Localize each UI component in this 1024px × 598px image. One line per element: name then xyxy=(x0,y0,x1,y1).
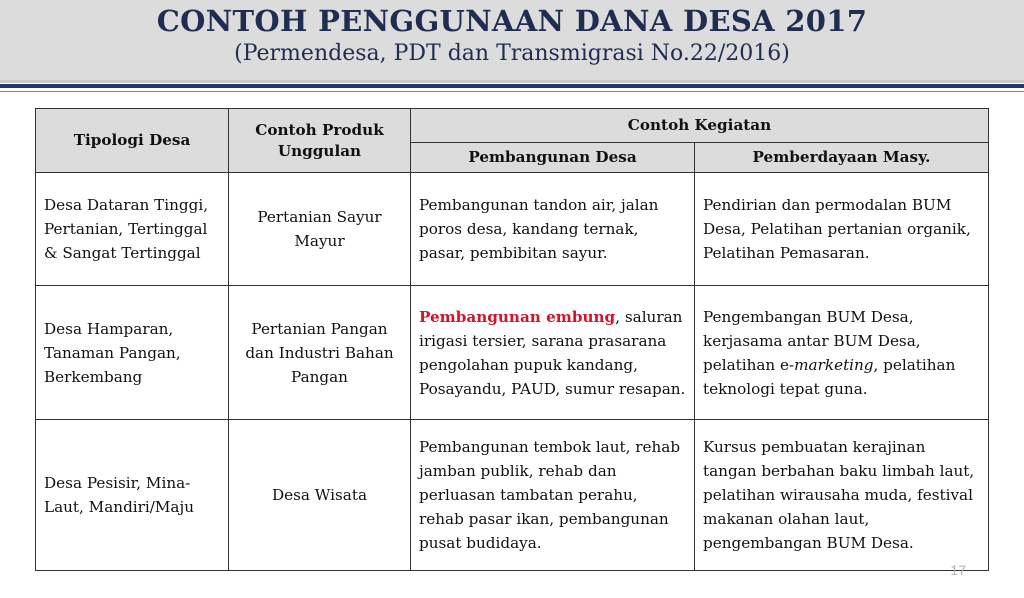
cell-pembangunan-text: , saluran irigasi tersier, sarana prasarana pengolahan pupuk kandang, Posayandu, PAUD, sumur resapan. xyxy=(419,307,686,398)
cell-pemberdayaan-text-post: , pelatihan teknologi tepat guna. xyxy=(703,355,956,398)
header-produk: Contoh Produk Unggulan xyxy=(229,109,411,173)
header-pembangunan: Pembangunan Desa xyxy=(411,143,695,173)
cell-produk: Pertanian Pangan dan Industri Bahan Pangan xyxy=(229,286,411,420)
page-title: CONTOH PENGGUNAAN DANA DESA 2017 xyxy=(156,4,868,38)
cell-pemberdayaan xyxy=(695,173,989,286)
title-band xyxy=(0,0,1024,83)
cell-pemberdayaan-text: Kursus pembuatan kerajinan tangan berbahan baku limbah laut, pelatihan wirausaha muda, festival makanan olahan laut, pengembangan BUM Desa. xyxy=(703,438,975,552)
cell-tipologi: Desa Dataran Tinggi, Pertanian, Tertinggal & Sangat Tertinggal xyxy=(36,173,229,286)
header-pemberdayaan: Pemberdayaan Masy. xyxy=(695,143,989,173)
cell-pembangunan xyxy=(411,286,695,420)
cell-tipologi: Desa Hamparan, Tanaman Pangan, Berkembang xyxy=(36,286,229,420)
table-row xyxy=(36,286,989,420)
cell-pembangunan xyxy=(411,420,695,571)
cell-pemberdayaan xyxy=(695,286,989,420)
divider-thin xyxy=(0,91,1024,92)
table-row xyxy=(36,420,989,571)
cell-pembangunan xyxy=(411,173,695,286)
cell-tipologi: Desa Pesisir, Mina-Laut, Mandiri/Maju xyxy=(36,420,229,571)
cell-pemberdayaan-text: Pengembangan BUM Desa, kerjasama antar BUM Desa, pelatihan e- xyxy=(703,307,921,374)
header-tipologi: Tipologi Desa xyxy=(36,109,229,173)
cell-pemberdayaan xyxy=(695,420,989,571)
cell-produk: Pertanian Sayur Mayur xyxy=(229,173,411,286)
highlight-text: Pembangunan embung xyxy=(419,307,616,326)
cell-produk: Desa Wisata xyxy=(229,420,411,571)
divider-thick xyxy=(0,84,1024,88)
cell-pembangunan-text: Pembangunan tandon air, jalan poros desa, kandang ternak, pasar, pembibitan sayur. xyxy=(419,196,659,262)
cell-pemberdayaan-text: Pendirian dan permodalan BUM Desa, Pelatihan pertanian organik, Pelatihan Pemasaran. xyxy=(703,196,971,262)
dana-desa-table xyxy=(35,108,989,571)
cell-pemberdayaan-em: marketing xyxy=(794,355,874,374)
page-subtitle: (Permendesa, PDT dan Transmigrasi No.22/2016) xyxy=(234,41,790,66)
cell-pembangunan-text: Pembangunan tembok laut, rehab jamban publik, rehab dan perluasan tambatan perahu, rehab pasar ikan, pembangunan pusat budidaya. xyxy=(419,438,681,552)
table-row xyxy=(36,173,989,286)
page-number: 17 xyxy=(950,562,966,578)
header-kegiatan: Contoh Kegiatan xyxy=(411,109,989,143)
